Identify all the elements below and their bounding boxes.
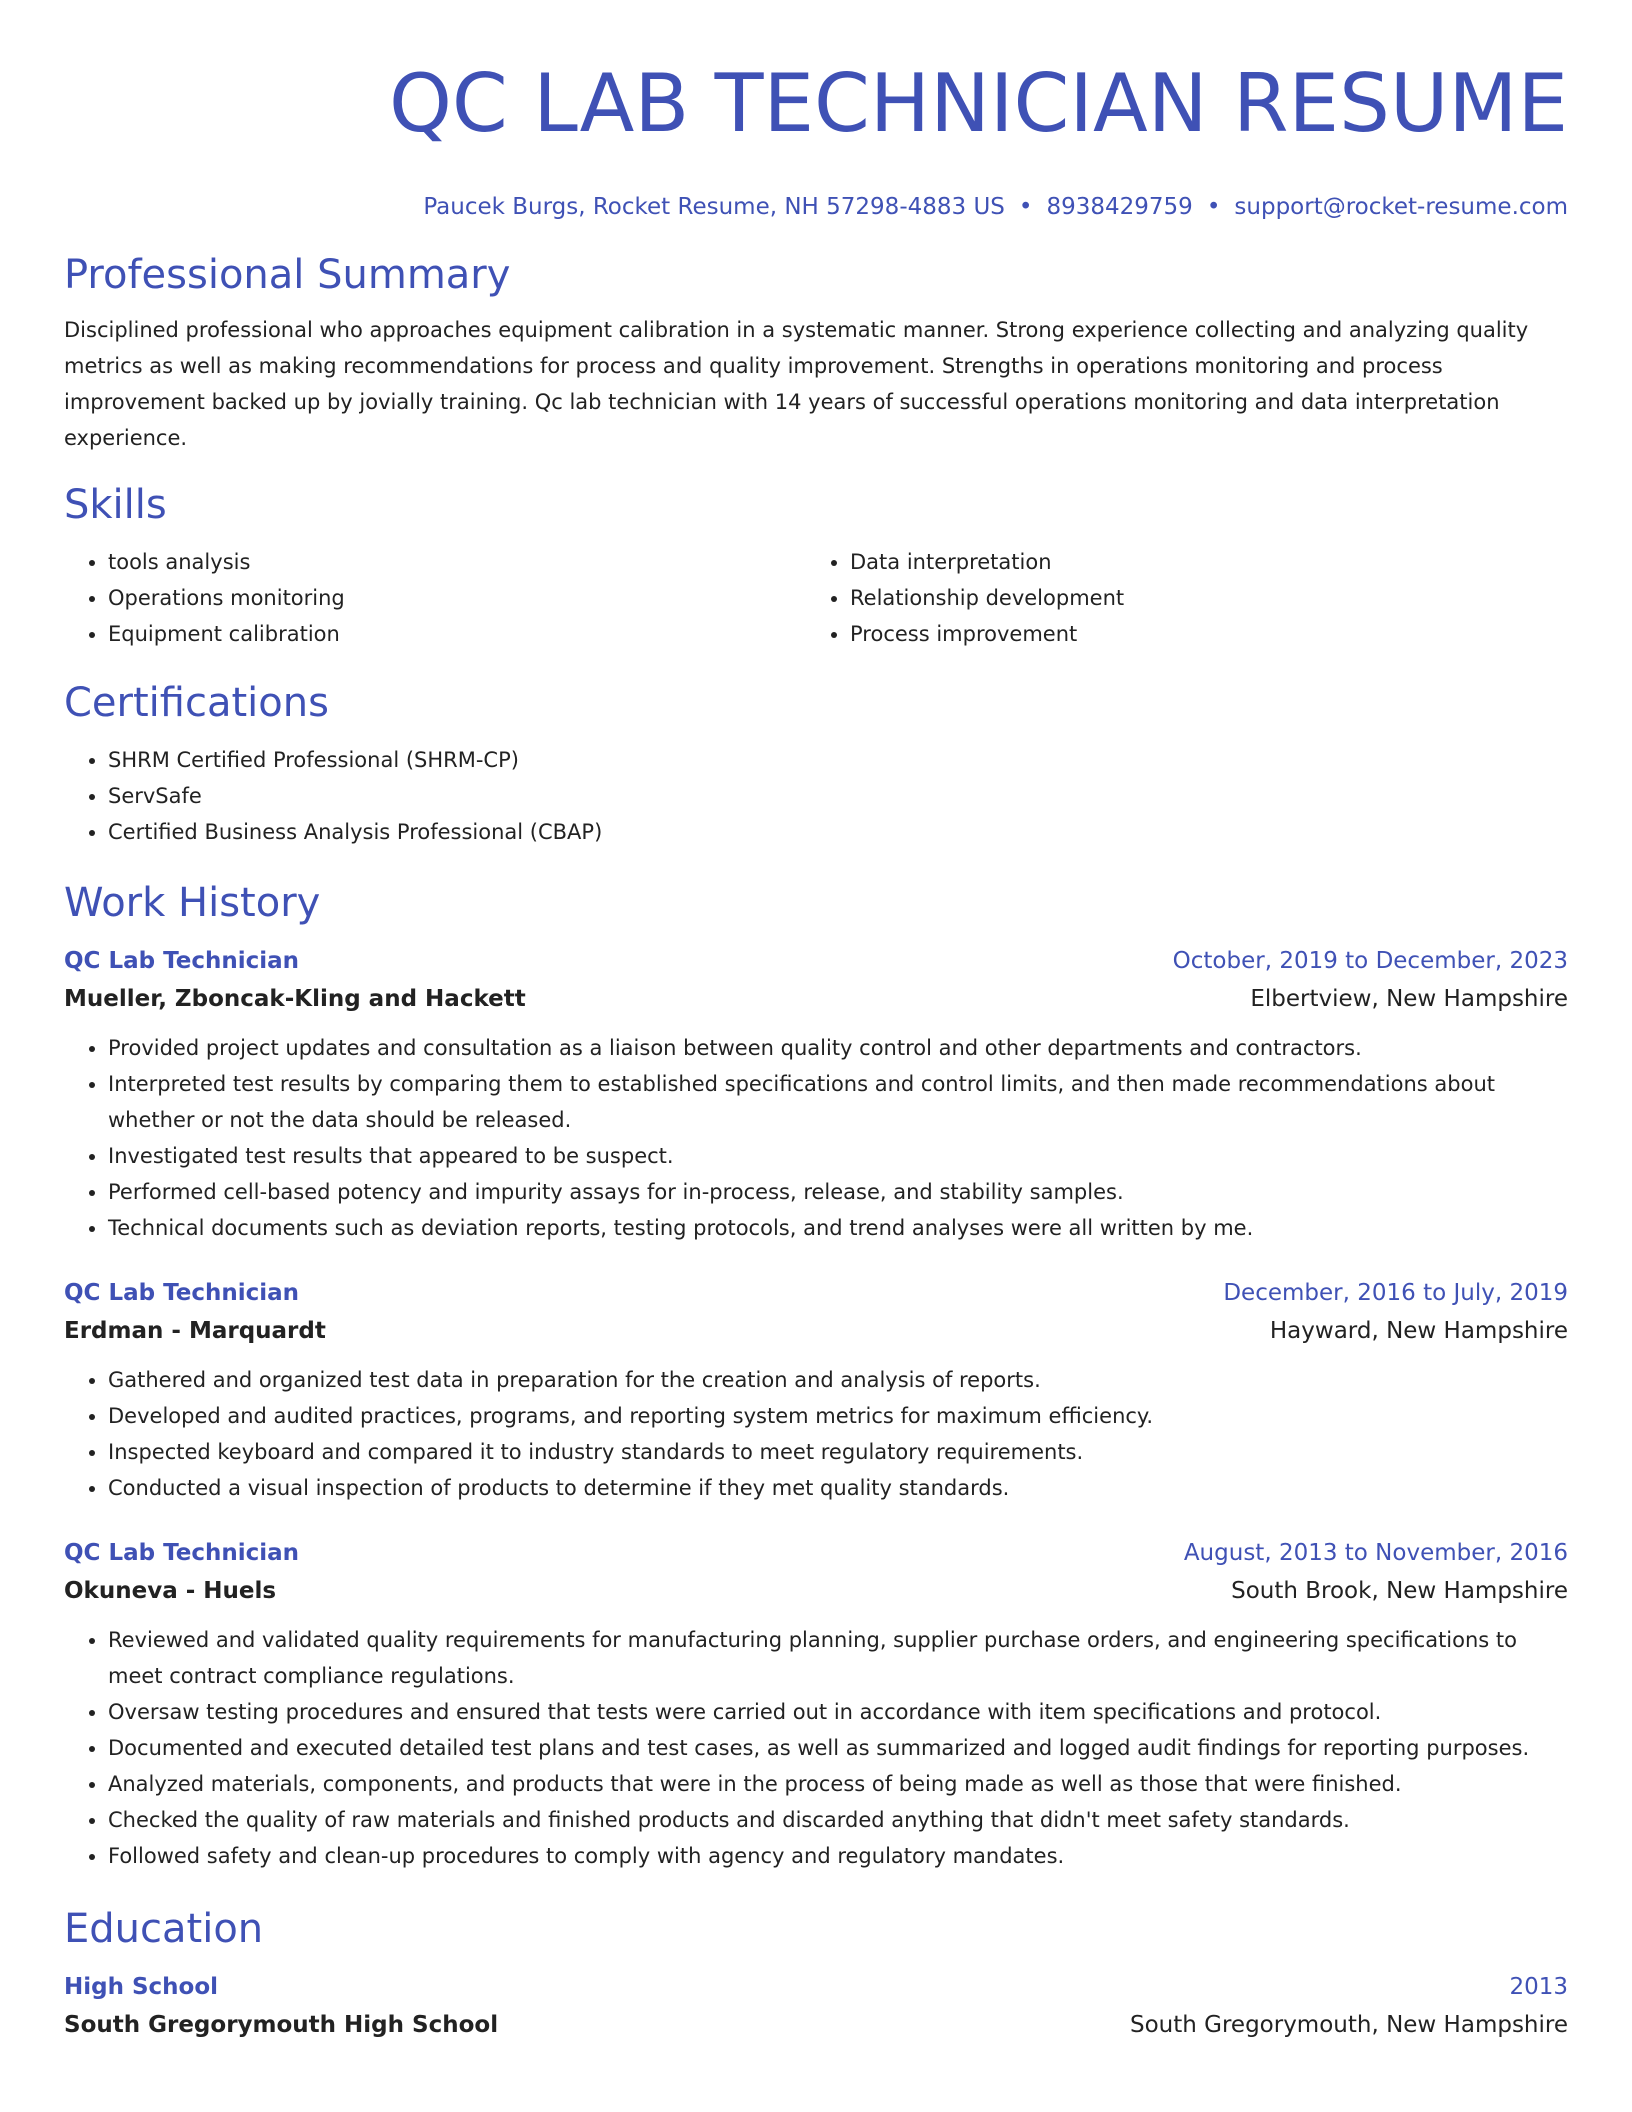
job-bullet: • Conducted a visual inspection of products to determine if they met quality standards.: [108, 1470, 1568, 1506]
education-title-row: [64, 1968, 1568, 2006]
skill-item: • Relationship development: [850, 580, 1548, 616]
job-bullet: • Gathered and organized test data in preparation for the creation and analysis of reports.: [108, 1362, 1568, 1398]
job-bullet: • Reviewed and validated quality requirements for manufacturing planning, supplier purchase orders, and engineering specifications to meet contract compliance regulations.: [108, 1622, 1568, 1694]
job-company: Erdman - Marquardt: [64, 1318, 326, 1344]
skills-grid: [64, 544, 1568, 652]
job-company-row: [64, 980, 1568, 1018]
job-entry: [64, 1274, 1568, 1506]
skills-section: [64, 480, 1568, 652]
job-location: Hayward, New Hampshire: [1269, 1318, 1568, 1344]
education-degree: High School: [64, 1974, 219, 2000]
skill-item: • Operations monitoring: [108, 580, 806, 616]
certifications-list: [64, 742, 1568, 850]
job-bullet: • Analyzed materials, components, and products that were in the process of being made as well as those that were finished.: [108, 1766, 1568, 1802]
education-year: 2013: [1509, 1974, 1568, 2000]
job-bullet: • Followed safety and clean-up procedures to comply with agency and regulatory mandates.: [108, 1838, 1568, 1874]
job-entry: [64, 942, 1568, 1246]
job-location: South Brook, New Hampshire: [1231, 1578, 1568, 1604]
job-location: Elbertview, New Hampshire: [1250, 986, 1568, 1012]
certification-item: • Certified Business Analysis Professional (CBAP): [108, 814, 1568, 850]
contact-email[interactable]: support@rocket-resume.com: [1234, 194, 1568, 220]
job-company-row: [64, 1312, 1568, 1350]
job-bullet: • Developed and audited practices, programs, and reporting system metrics for maximum efficiency.: [108, 1398, 1568, 1434]
job-bullet: • Documented and executed detailed test plans and test cases, as well as summarized and logged audit findings for reporting purposes.: [108, 1730, 1568, 1766]
resume-header: [64, 56, 1568, 222]
skill-item: • tools analysis: [108, 544, 806, 580]
job-company: Mueller, Zboncak-Kling and Hackett: [64, 986, 526, 1012]
work-history-section: [64, 878, 1568, 1874]
contact-line: [64, 192, 1568, 222]
job-bullet: • Inspected keyboard and compared it to industry standards to meet regulatory requirements.: [108, 1434, 1568, 1470]
job-title: QC Lab Technician: [64, 1540, 299, 1566]
contact-address: Paucek Burgs, Rocket Resume, NH 57298-4883 US: [423, 194, 1005, 220]
job-bullet: • Checked the quality of raw materials and finished products and discarded anything that didn't meet safety standards.: [108, 1802, 1568, 1838]
education-school-row: [64, 2006, 1568, 2044]
job-bullet: • Performed cell-based potency and impurity assays for in-process, release, and stability samples.: [108, 1174, 1568, 1210]
skill-item: • Process improvement: [850, 616, 1548, 652]
job-dates: December, 2016 to July, 2019: [1223, 1280, 1568, 1306]
job-title-row: [64, 1274, 1568, 1312]
contact-separator: •: [1206, 194, 1221, 220]
job-bullet: • Provided project updates and consultation as a liaison between quality control and other departments and contractors.: [108, 1030, 1568, 1066]
contact-phone: 8938429759: [1046, 194, 1193, 220]
job-bullets: [64, 1622, 1568, 1874]
summary-text: Disciplined professional who approaches equipment calibration in a systematic manner. Strong experience collecting and analyzing quality metrics as well as making recommendations for process and quality improvement. Strengths in operations monitoring and process improvement backed up by jovially training. Qc lab technician with 14 years of successful operations monitoring and data interpretation experience.: [64, 318, 1529, 450]
job-company-row: [64, 1572, 1568, 1610]
job-title-row: [64, 942, 1568, 980]
job-company: Okuneva - Huels: [64, 1578, 277, 1604]
resume-title: QC LAB TECHNICIAN RESUME: [388, 57, 1568, 150]
section-heading-education: Education: [64, 1906, 264, 1952]
certifications-section: [64, 678, 1568, 850]
skills-column-left: [64, 544, 806, 652]
education-section: [64, 1904, 1568, 2044]
summary-section: [64, 250, 1568, 456]
job-dates: October, 2019 to December, 2023: [1172, 948, 1568, 974]
job-bullet: • Oversaw testing procedures and ensured that tests were carried out in accordance with item specifications and protocol.: [108, 1694, 1568, 1730]
skills-list-right: [806, 544, 1548, 652]
job-bullet: • Technical documents such as deviation reports, testing protocols, and trend analyses were all written by me.: [108, 1210, 1568, 1246]
job-bullet: • Investigated test results that appeared to be suspect.: [108, 1138, 1568, 1174]
section-heading-work-history: Work History: [64, 880, 321, 926]
contact-separator: •: [1018, 194, 1033, 220]
certification-item: • ServSafe: [108, 778, 1568, 814]
job-entry: [64, 1534, 1568, 1874]
skill-item: • Equipment calibration: [108, 616, 806, 652]
job-title: QC Lab Technician: [64, 1280, 299, 1306]
education-school: South Gregorymouth High School: [64, 2012, 499, 2038]
section-heading-certifications: Certifications: [64, 680, 329, 726]
skills-column-right: [806, 544, 1548, 652]
skill-item: • Data interpretation: [850, 544, 1548, 580]
section-heading-skills: Skills: [64, 482, 167, 528]
job-bullets: [64, 1030, 1568, 1246]
job-bullet: • Interpreted test results by comparing them to established specifications and control limits, and then made recommendations about whether or not the data should be released.: [108, 1066, 1568, 1138]
skills-list-left: [64, 544, 806, 652]
education-location: South Gregorymouth, New Hampshire: [1129, 2012, 1568, 2038]
job-dates: August, 2013 to November, 2016: [1183, 1540, 1568, 1566]
job-title-row: [64, 1534, 1568, 1572]
job-bullets: [64, 1362, 1568, 1506]
education-entry: [64, 1968, 1568, 2044]
job-title: QC Lab Technician: [64, 948, 299, 974]
certification-item: • SHRM Certified Professional (SHRM-CP): [108, 742, 1568, 778]
section-heading-summary: Professional Summary: [64, 252, 511, 298]
